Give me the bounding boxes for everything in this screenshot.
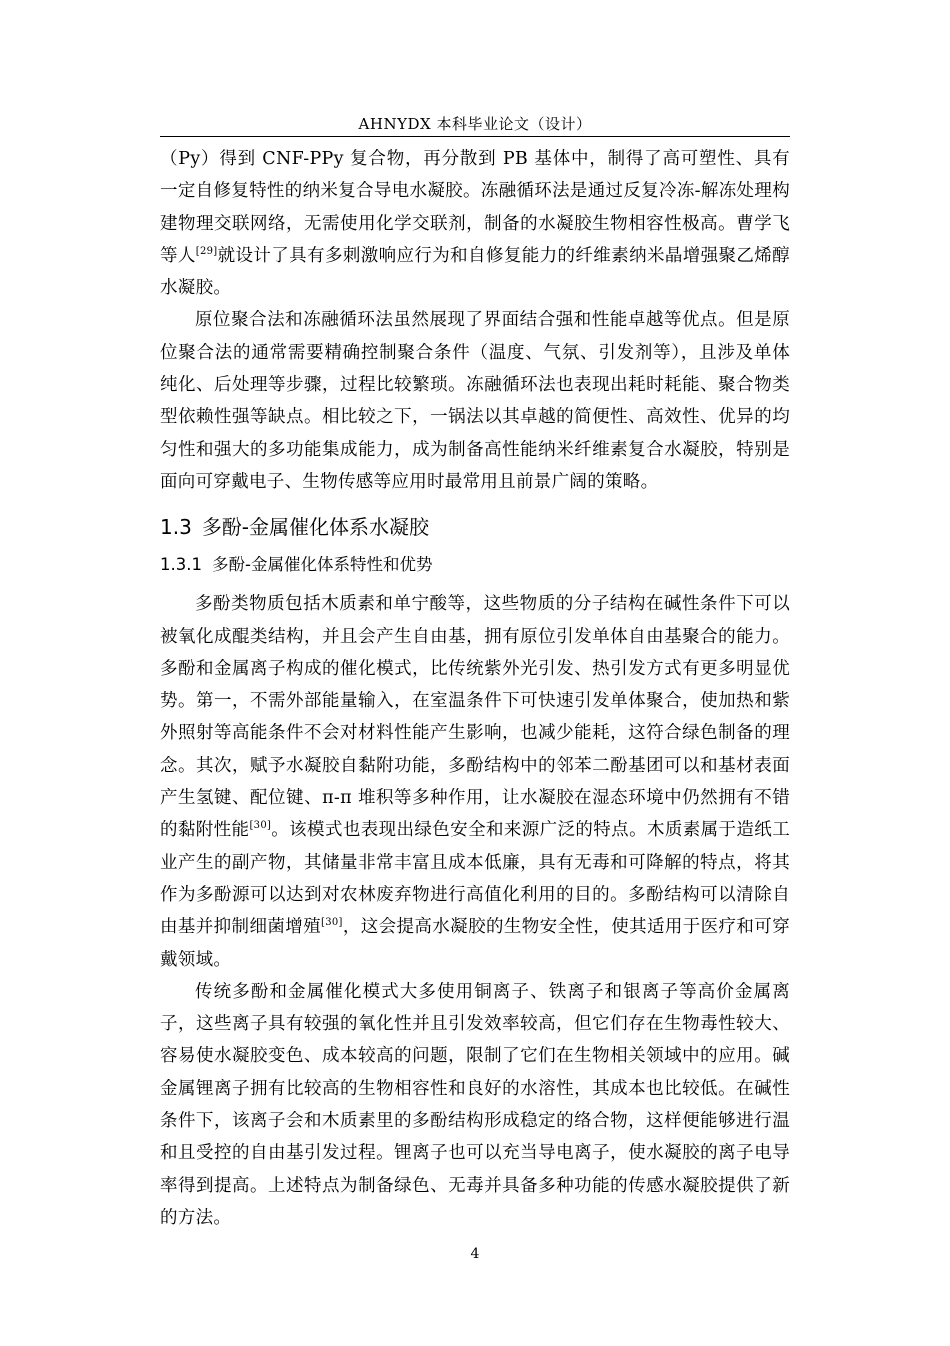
paragraph-continuation [160, 143, 790, 304]
section-heading [160, 510, 790, 544]
subsection-heading [160, 550, 790, 580]
body-text [160, 143, 790, 1234]
section-number: 1.3 [160, 515, 192, 540]
running-header: AHNYDX 本科毕业论文（设计） [358, 115, 592, 133]
page-number: 4 [470, 1246, 480, 1262]
paragraph-metal-ions: 传统多酚和金属催化模式大多使用铜离子、铁离子和银离子等高价金属离子，这些离子具有较强的氧化性并且引发效率较高，但它们存在生物毒性较大、容易使水凝胶变色、成本较高的问题，限制了它们在生物相关领域中的应用。碱金属锂离子拥有比较高的生物相容性和良好的水溶性，其成本也比较低。在碱性条件下，该离子会和木质素里的多酚结构形成稳定的络合物，这样便能够进行温和且受控的自由基引发过程。锂离子也可以充当导电离子，使水凝胶的离子电导率得到提高。上述特点为制备绿色、无毒并具备多种功能的传感水凝胶提供了新的方法。 [160, 981, 790, 1228]
subsection-number: 1.3.1 [160, 555, 202, 575]
section-title: 多酚-金属催化体系水凝胶 [201, 515, 430, 540]
citation-ref: [30] [321, 917, 343, 929]
paragraph-text: （Py）得到 CNF-PPy 复合物，再分散到 PB 基体中，制得了高可塑性、具有一定自修复特性的纳米复合导电水凝胶。冻融循环法是通过反复冷冻-解冻处理构建物理交联网络，无需使用化学交联剂，制备的水凝胶生物相容性极高。曹学飞等人 [160, 149, 790, 266]
subsection-title: 多酚-金属催化体系特性和优势 [211, 555, 433, 575]
paragraph-text: 。该模式也表现出绿色安全和来源广泛的特点。木质素属于造纸工业产生的副产物，其储量非常丰富且成本低廉，具有无毒和可降解的特点，将其作为多酚源可以达到对农林废弃物进行高值化利用的目的。多酚结构可以清除自由基并抑制细菌增殖 [160, 820, 790, 938]
paragraph-text: 就设计了具有多刺激响应行为和自修复能力的纤维素纳米晶增强聚乙烯醇水凝胶。 [160, 245, 790, 299]
paragraph-methods-comparison: 原位聚合法和冻融循环法虽然展现了界面结合强和性能卓越等优点。但是原位聚合法的通常需要精确控制聚合条件（温度、气氛、引发剂等），且涉及单体纯化、后处理等步骤，过程比较繁琐。冻融循环法也表现出耗时耗能、聚合物类型依赖性强等缺点。相比较之下，一锅法以其卓越的简便性、高效性、优异的均匀性和强大的多功能集成能力，成为制备高性能纳米纤维素复合水凝胶，特别是面向可穿戴电子、生物传感等应用时最常用且前景广阔的策略。 [160, 310, 790, 492]
paragraph-text: ，这会提高水凝胶的生物安全性，使其适用于医疗和可穿戴领域。 [160, 917, 790, 970]
citation-ref: [30] [249, 820, 272, 832]
header-rule [160, 136, 790, 137]
paragraph-text: 多酚类物质包括木质素和单宁酸等，这些物质的分子结构在碱性条件下可以被氧化成醌类结构，并且会产生自由基，拥有原位引发单体自由基聚合的能力。多酚和金属离子构成的催化模式，比传统紫外光引发、热引发方式有更多明显优势。第一，不需外部能量输入，在室温条件下可快速引发单体聚合，使加热和紫外照射等高能条件不会对材料性能产生影响，也减少能耗，这符合绿色制备的理念。其次，赋予水凝胶自黏附功能，多酚结构中的邻苯二酚基团可以和基材表面产生氢键、配位键、π-π 堆积等多种作用，让水凝胶在湿态环境中仍然拥有不错的黏附性能 [160, 594, 790, 841]
paragraph-polyphenol-advantages [160, 588, 790, 976]
citation-ref: [29] [195, 245, 218, 257]
